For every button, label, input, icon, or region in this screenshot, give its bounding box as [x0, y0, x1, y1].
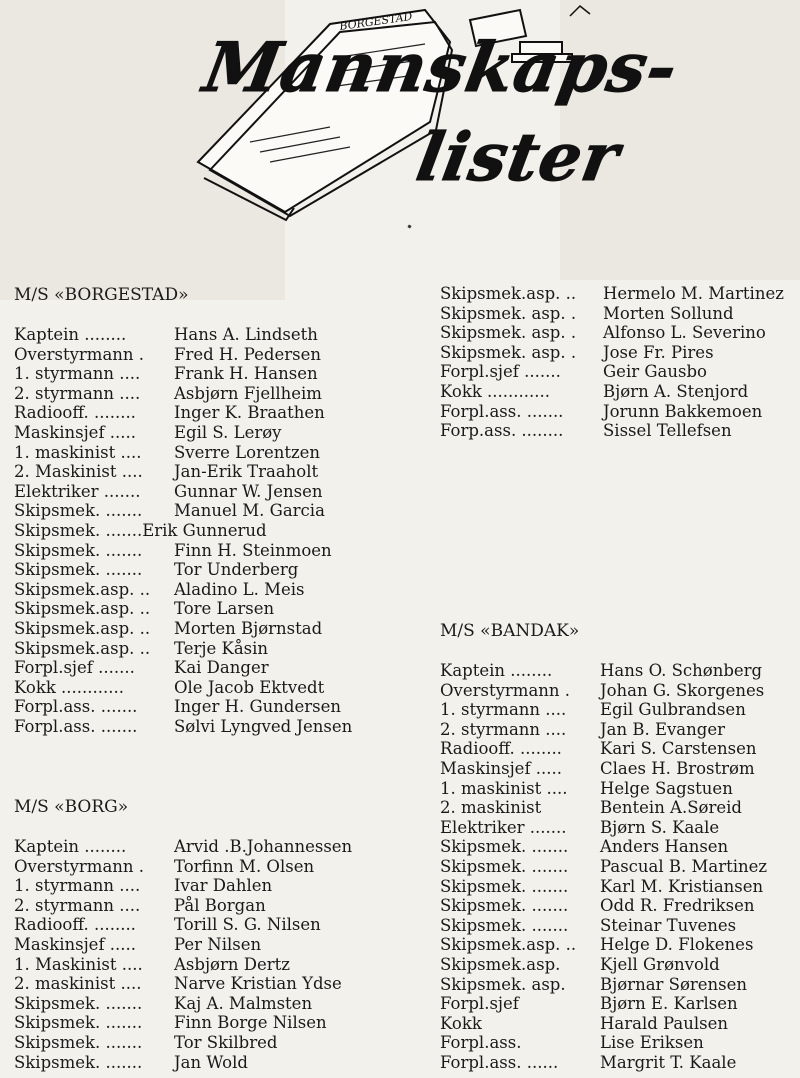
crew-name: Ole Jacob Ektvedt [174, 677, 325, 697]
crew-role: Skipsmek. ....... [440, 856, 569, 876]
crew-name: Frank H. Hansen [174, 364, 318, 384]
crew-role: Overstyrmann . [440, 680, 571, 700]
crew-name: Pål Borgan [174, 895, 266, 915]
crew-row [14, 955, 352, 975]
crew-role: Skipsmek. asp. . [440, 342, 577, 362]
crew-row [440, 779, 767, 799]
ship-borg [14, 797, 352, 1072]
crew-role: 1. styrmann .... [440, 700, 567, 720]
crew-name: Asbjørn Dertz [174, 954, 290, 974]
crew-row [440, 975, 767, 995]
ship-title: M/S «BORGESTAD» [14, 285, 189, 305]
crew-row [14, 639, 352, 659]
crew-role: Kaptein ........ [14, 325, 127, 344]
crew-role: Forpl.ass. ....... [14, 716, 138, 736]
crew-role: Radiooff. ........ [14, 915, 136, 935]
ship-bandak [440, 621, 767, 1072]
crew-role: Skipsmek. ....... [440, 896, 569, 916]
crew-row [440, 837, 767, 857]
crew-row [440, 421, 784, 441]
crew-row [14, 1013, 352, 1033]
crew-row [14, 1053, 352, 1073]
crew-list [440, 284, 784, 441]
crew-name: Sverre Lorentzen [174, 442, 321, 462]
crew-row [14, 876, 352, 896]
crew-row [14, 915, 352, 935]
crew-row [440, 700, 767, 720]
crew-role: Kaptein ........ [14, 837, 127, 856]
crew-name: Kaj A. Malmsten [174, 993, 313, 1013]
crew-role: Skipsmek.asp. .. [14, 599, 151, 619]
crew-role: Forpl.sjef ....... [440, 362, 561, 382]
crew-name: Bjørn S. Kaale [600, 817, 720, 837]
crew-name: Anders Hansen [600, 837, 729, 857]
crew-name: Fred H. Pedersen [174, 344, 321, 364]
crew-row [14, 462, 352, 482]
crew-row [440, 916, 767, 936]
crew-name: Bentein A.Søreid [600, 798, 742, 818]
crew-name: Margrit T. Kaale [600, 1052, 737, 1072]
crew-role: 1. maskinist .... [14, 442, 142, 462]
crew-row [14, 345, 352, 365]
ink-speck [407, 224, 411, 228]
crew-role: 2. maskinist [440, 798, 542, 818]
crew-name: Geir Gausbo [603, 362, 707, 382]
newspaper-label: BORGESTAD [338, 9, 414, 33]
crew-row [14, 658, 352, 678]
crew-name: Per Nilsen [174, 934, 262, 954]
crew-name: Jorunn Bakkemoen [603, 401, 763, 421]
crew-role: Maskinsjef ..... [440, 758, 563, 778]
crew-name: Sølvi Lyngved Jensen [174, 716, 353, 736]
crew-row [440, 402, 784, 422]
crew-row [14, 384, 352, 404]
crew-name: Bjørn A. Stenjord [603, 381, 749, 401]
crew-name: Finn H. Steinmoen [174, 540, 332, 560]
crew-name: Bjørn E. Karlsen [600, 994, 738, 1014]
crew-name: Pascual B. Martinez [600, 856, 768, 876]
crew-role: Skipsmek. asp. . [440, 323, 577, 343]
crew-name: Asbjørn Fjellheim [174, 383, 322, 403]
crew-name: Morten Bjørnstad [174, 618, 323, 638]
ship-title: M/S «BANDAK» [440, 621, 580, 641]
crew-row [440, 857, 767, 877]
crew-row [440, 739, 767, 759]
crew-role: Skipsmek. ....... [14, 1032, 143, 1052]
crew-role: Forpl.ass. ...... [440, 1052, 559, 1072]
crew-row [440, 343, 784, 363]
crew-list [14, 325, 352, 736]
crew-role: Skipsmek.asp. .. [440, 935, 577, 955]
crew-name: Odd R. Fredriksen [600, 896, 755, 916]
crew-row [14, 1033, 352, 1053]
crew-role: Forpl.sjef ....... [14, 658, 135, 678]
crew-row [14, 541, 352, 561]
crew-role: Kokk [440, 1013, 482, 1033]
crew-role: Overstyrmann . [14, 344, 145, 364]
crew-role: Elektriker ....... [14, 481, 141, 501]
crew-name: Egil Gulbrandsen [600, 700, 746, 720]
crew-role: Skipsmek.asp. .. [14, 638, 151, 658]
crew-role: Kaptein ........ [440, 661, 553, 680]
crew-role: Skipsmek. ....... [14, 1052, 143, 1072]
crew-row [440, 896, 767, 916]
crew-name: Tor Underberg [174, 560, 299, 580]
crew-role: Skipsmek. ....... [14, 993, 143, 1013]
crew-row [440, 661, 767, 681]
crew-row [14, 423, 352, 443]
page-title-line-1: Mannskaps- [197, 28, 684, 108]
crew-role: Skipsmek. ....... [14, 560, 143, 580]
crew-role: 1. Maskinist .... [14, 954, 143, 974]
crew-name: Narve Kristian Ydse [174, 974, 342, 994]
crew-row [440, 877, 767, 897]
crew-name: Jose Fr. Pires [603, 342, 714, 362]
ship-title: M/S «BORG» [14, 797, 129, 817]
crew-name: Hermelo M. Martinez [603, 284, 784, 303]
crew-name: Jan Wold [174, 1052, 248, 1072]
crew-name: Inger K. Braathen [174, 403, 325, 423]
crew-name: Hans A. Lindseth [174, 325, 318, 344]
crew-role: 2. styrmann .... [14, 895, 141, 915]
crew-role: Skipsmek. asp. . [440, 303, 577, 323]
crew-name: Aladino L. Meis [174, 579, 305, 599]
crew-role: Skipsmek.asp. .. [440, 284, 577, 303]
crew-name: Terje Kåsin [174, 638, 269, 658]
ship-borgestad [14, 285, 352, 736]
crew-name: Karl M. Kristiansen [600, 876, 764, 896]
crew-role: Skipsmek. ....... [14, 1013, 143, 1033]
crew-row [440, 681, 767, 701]
crew-row [14, 403, 352, 423]
crew-row [14, 697, 352, 717]
crew-row [440, 1014, 767, 1034]
crew-name: Jan-Erik Traaholt [174, 462, 319, 482]
crew-row [14, 560, 352, 580]
crew-name: Jan B. Evanger [600, 719, 725, 739]
crew-role: Forp.ass. ........ [440, 421, 564, 441]
crew-role: Skipsmek. .......Erik Gunnerud [14, 520, 267, 540]
crew-name: Gunnar W. Jensen [174, 481, 323, 501]
crew-name: Manuel M. Garcia [174, 501, 325, 521]
crew-row [14, 678, 352, 698]
crew-role: 1. styrmann .... [14, 876, 141, 896]
crew-name: Ivar Dahlen [174, 876, 273, 896]
crew-role: 2. maskinist .... [14, 974, 142, 994]
crew-role: Forpl.ass. ....... [440, 401, 564, 421]
crew-role: Radiooff. ........ [440, 739, 562, 759]
crew-row [440, 955, 767, 975]
page-title-line-2: lister [411, 118, 626, 196]
crew-name: Finn Borge Nilsen [174, 1013, 327, 1033]
crew-name: Alfonso L. Severino [603, 323, 766, 343]
crew-row [440, 798, 767, 818]
crew-row [14, 896, 352, 916]
crew-row [14, 443, 352, 463]
crew-name: Kari S. Carstensen [600, 739, 757, 759]
ship-borgestad-continued [440, 284, 784, 441]
crew-row [440, 1033, 767, 1053]
crew-role: 2. styrmann .... [14, 383, 141, 403]
crew-row [440, 759, 767, 779]
crew-row [440, 382, 784, 402]
crew-role: Skipsmek. ....... [440, 876, 569, 896]
crew-name: Inger H. Gundersen [174, 697, 341, 717]
crew-row [14, 857, 352, 877]
crew-name: Helge Sagstuen [600, 778, 733, 798]
crew-name: Helge D. Flokenes [600, 935, 754, 955]
crew-name: Torfinn M. Olsen [174, 856, 315, 876]
crew-row [440, 720, 767, 740]
crew-row [14, 619, 352, 639]
crew-role: Elektriker ....... [440, 817, 567, 837]
crew-name: Harald Paulsen [600, 1013, 728, 1033]
crew-name: Steinar Tuvenes [600, 915, 737, 935]
crew-role: Skipsmek. ....... [440, 837, 569, 857]
crew-row [14, 501, 352, 521]
crew-row [440, 1053, 767, 1073]
crew-list [14, 837, 352, 1072]
crew-role: Maskinsjef ..... [14, 934, 137, 954]
crew-row [14, 521, 352, 541]
crew-list [440, 661, 767, 1072]
crew-name: Hans O. Schønberg [600, 661, 763, 680]
crew-role: Skipsmek. asp. [440, 974, 566, 994]
crew-row [440, 284, 784, 304]
crew-row [14, 325, 352, 345]
crew-row [440, 994, 767, 1014]
crew-role: Kokk ............ [440, 381, 550, 401]
crew-role: Skipsmek.asp. .. [14, 579, 151, 599]
crew-row [440, 304, 784, 324]
crew-role: Forpl.sjef [440, 994, 519, 1014]
crew-role: Skipsmek.asp. [440, 954, 561, 974]
crew-name: Lise Eriksen [600, 1033, 704, 1053]
crew-row [440, 818, 767, 838]
crew-row [14, 364, 352, 384]
crew-name: Johan G. Skorgenes [600, 680, 765, 700]
crew-row [14, 994, 352, 1014]
crew-role: Radiooff. ........ [14, 403, 136, 423]
crew-role: Maskinsjef ..... [14, 422, 137, 442]
crew-row [440, 935, 767, 955]
crew-row [440, 362, 784, 382]
crew-name: Tor Skilbred [174, 1032, 278, 1052]
crew-role: Kokk ............ [14, 677, 124, 697]
crew-role: Skipsmek. ....... [14, 501, 143, 521]
crew-role: Overstyrmann . [14, 856, 145, 876]
crew-role: 1. styrmann .... [14, 364, 141, 384]
crew-name: Bjørnar Sørensen [600, 974, 748, 994]
crew-role: Skipsmek. ....... [14, 540, 143, 560]
crew-row [14, 482, 352, 502]
crew-role: Skipsmek.asp. .. [14, 618, 151, 638]
crew-row [14, 935, 352, 955]
crew-row [14, 580, 352, 600]
crew-role: 2. styrmann .... [440, 719, 567, 739]
crew-name: Egil S. Lerøy [174, 422, 282, 442]
crew-role: 1. maskinist .... [440, 778, 568, 798]
crew-name: Kai Danger [174, 658, 269, 678]
crew-name: Kjell Grønvold [600, 954, 720, 974]
crew-name: Sissel Tellefsen [603, 421, 732, 441]
crew-row [440, 323, 784, 343]
crew-name: Claes H. Brostrøm [600, 758, 755, 778]
crew-role: Forpl.ass. [440, 1033, 522, 1053]
crew-name: Torill S. G. Nilsen [174, 915, 321, 935]
crew-name: Tore Larsen [174, 599, 275, 619]
crew-row [14, 974, 352, 994]
crew-row [14, 837, 352, 857]
crew-role: Forpl.ass. ....... [14, 697, 138, 717]
crew-row [14, 717, 352, 737]
crew-row [14, 599, 352, 619]
crew-role: Skipsmek. ....... [440, 915, 569, 935]
crew-name: Morten Sollund [603, 303, 734, 323]
crew-name: Arvid .B.Johannessen [174, 837, 353, 856]
crew-role: 2. Maskinist .... [14, 462, 143, 482]
